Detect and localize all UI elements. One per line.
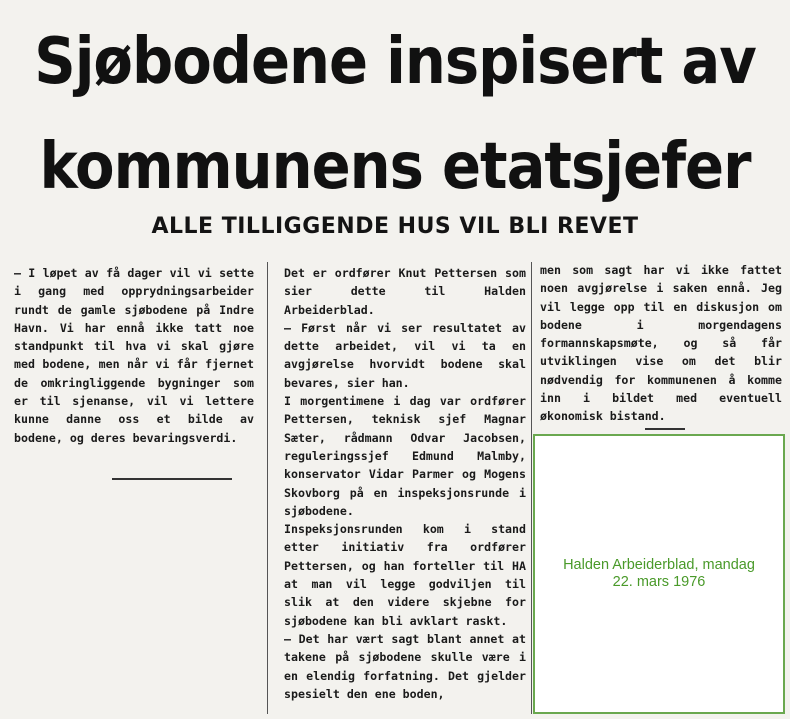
- caption-line-1: Halden Arbeiderblad, mandag: [563, 557, 755, 573]
- paragraph: I morgentimene i dag var ordfører Pettersen, teknisk sjef Magnar Sæter, rådmann Odvar Jacobsen, reguleringssjef Edmund Malmby, konservator Vidar Parmer og Mogens Skovborg på en inspeksjonsrunde i sjøbodene.: [284, 394, 526, 518]
- source-caption-box: [533, 434, 785, 714]
- paragraph: — I løpet av få dager vil vi sette i gang med opprydningsarbeider rundt de gamle sjøbodene på Indre Havn. Vi har ennå ikke tatt noe standpunkt til hva vi skal gjøre med bodene, men når vi får fjernet de omkringliggende bygninger som er til sjenanse, vil vi lettere kunne danne oss et bilde av bodene, og deres bevaringsverdi.: [14, 266, 254, 445]
- headline-line-2: kommunens etatsjefer: [39, 130, 751, 204]
- column-divider: [531, 262, 532, 714]
- paragraph: men som sagt har vi ikke fattet noen avgjørelse i saken ennå. Jeg vil legge opp til en diskusjon om bodene i morgendagens formannskapsmøte, og så får utviklingen vise om det blir nødvendig for kommunenen å komme inn i bildet med eventuell økonomisk bistand.: [540, 263, 782, 424]
- paragraph: — Først når vi ser resultatet av dette arbeidet, vil vi ta en avgjørelse hvorvidt bodene skal bevares, sier han.: [284, 320, 526, 390]
- article-column-3: [540, 261, 782, 426]
- caption-line-2: 22. mars 1976: [612, 574, 706, 590]
- article-column-2: [284, 264, 526, 703]
- article-column-1: [14, 264, 254, 447]
- article-end-rule: [645, 428, 685, 430]
- headline-line-1: Sjøbodene inspisert av: [34, 25, 756, 99]
- paragraph: — Det har vært sagt blant annet at takene på sjøbodene skulle være i en elendig forfatning. Det gjelder spesielt den ene boden,: [284, 631, 526, 701]
- paragraph: Det er ordfører Knut Pettersen som sier dette til Halden Arbeiderblad.: [284, 266, 526, 317]
- paragraph: Inspeksjonsrunden kom i stand etter initiativ fra ordfører Pettersen, og han forteller til HA at man vil legge godviljen til slik at den videre skjebne for sjøbodene kan bli avklart raskt.: [284, 522, 526, 628]
- source-caption: [563, 557, 755, 591]
- section-end-rule: [112, 478, 232, 480]
- subheadline: ALLE TILLIGGENDE HUS VIL BLI REVET: [151, 214, 639, 239]
- column-divider: [267, 262, 268, 714]
